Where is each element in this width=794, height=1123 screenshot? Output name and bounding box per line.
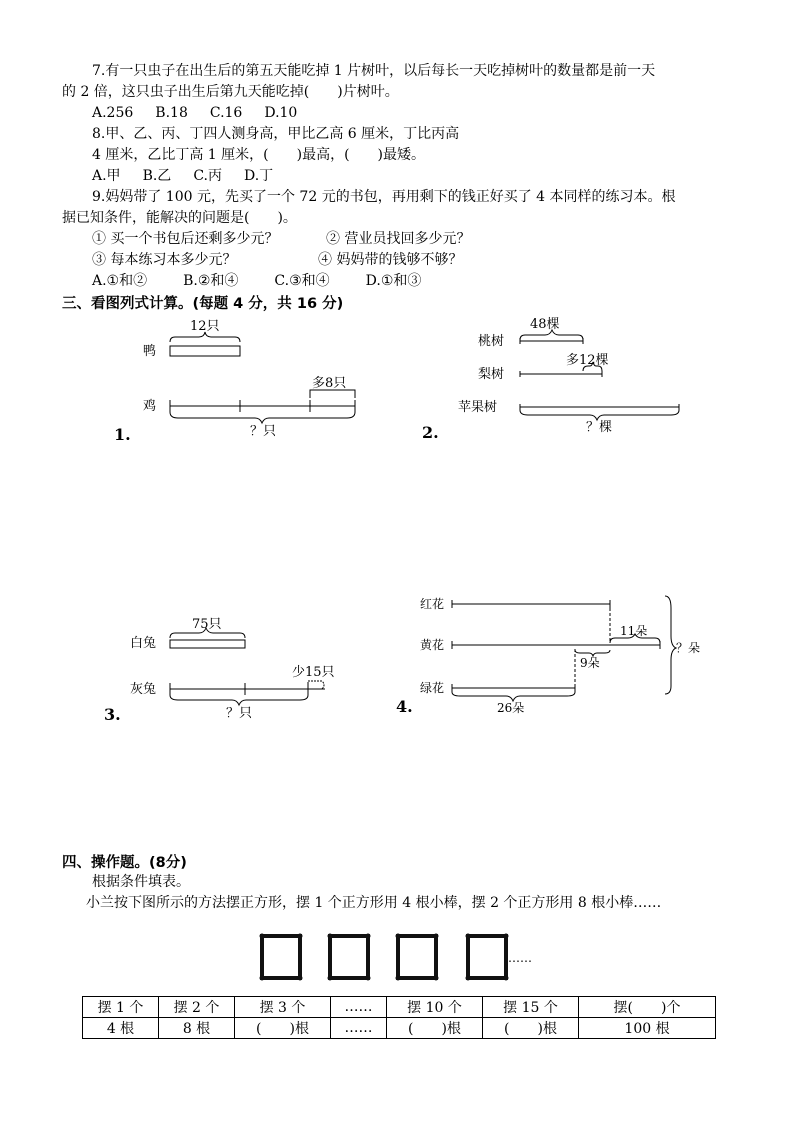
fill-in-table bbox=[82, 996, 716, 1039]
fig4-brace-26 bbox=[452, 692, 575, 701]
q8-line2: 4 厘米，乙比丁高 1 厘米，( )最高，( )最矮。 bbox=[92, 147, 426, 163]
table-cell: …… bbox=[331, 1018, 387, 1039]
table-row-squares bbox=[83, 997, 716, 1018]
table-cell: 摆 15 个 bbox=[483, 997, 579, 1018]
table-cell: 摆 2 个 bbox=[159, 997, 235, 1018]
fig1-number: 1. bbox=[114, 425, 131, 444]
table-cell: 100 根 bbox=[579, 1018, 716, 1039]
q8-option-c: C.丙 bbox=[193, 168, 222, 184]
fig3-label-gray: 灰兔 bbox=[130, 682, 157, 697]
table-cell: ( )根 bbox=[235, 1018, 331, 1039]
fig3-question: ？只 bbox=[226, 706, 253, 721]
q9-option-c: C.③和④ bbox=[274, 273, 330, 289]
section4-title: 四、操作题。(8分) bbox=[62, 855, 187, 871]
fig2-label-apple: 苹果树 bbox=[458, 400, 498, 415]
fig4-label-red: 红花 bbox=[420, 597, 445, 611]
fig4-value-11: 11朵 bbox=[620, 624, 648, 638]
q7-line2: 的 2 倍，这只虫子出生后第九天能吃掉( )片树叶。 bbox=[62, 84, 399, 100]
matchstick-squares bbox=[256, 930, 546, 986]
fig4-question: ？朵 bbox=[676, 641, 701, 655]
q9-line2: 据已知条件，能解决的问题是( )。 bbox=[62, 210, 297, 226]
fig4-brace-total bbox=[665, 596, 676, 694]
fig1-question: ？只 bbox=[250, 424, 277, 439]
fig2-number: 2. bbox=[422, 423, 439, 442]
fig4-label-yellow: 黄花 bbox=[420, 638, 445, 652]
fig1-bar-ducks bbox=[170, 346, 240, 356]
q8-options bbox=[92, 166, 295, 186]
q8-line1: 8.甲、乙、丙、丁四人测身高，甲比乙高 6 厘米，丁比丙高 bbox=[92, 126, 460, 142]
table-cell: 摆 1 个 bbox=[83, 997, 159, 1018]
section3-title: 三、看图列式计算。(每题 4 分，共 16 分) bbox=[62, 296, 344, 312]
fig2-question: ？棵 bbox=[586, 420, 613, 435]
figure-1-ducks-chickens bbox=[100, 318, 390, 448]
q8-option-a: A.甲 bbox=[92, 168, 121, 184]
table-cell: 摆 3 个 bbox=[235, 997, 331, 1018]
fig2-value-extra: 多12棵 bbox=[566, 353, 609, 368]
q9-option-b: B.②和④ bbox=[183, 273, 239, 289]
q7-options bbox=[92, 103, 319, 123]
q9-options bbox=[92, 271, 443, 291]
table-cell: 摆( )个 bbox=[579, 997, 716, 1018]
square-1 bbox=[262, 936, 300, 978]
fig1-value-extra: 多8只 bbox=[312, 376, 347, 391]
q7-option-c: C.16 bbox=[209, 105, 243, 121]
q9-sub2b: ④ 妈妈带的钱够不够？ bbox=[318, 252, 463, 268]
fig3-brace-total bbox=[170, 695, 308, 705]
q7-option-d: D.10 bbox=[264, 105, 298, 121]
q9-option-a: A.①和② bbox=[92, 273, 148, 289]
q9-sub2a: ③ 每本练习本多少元？ bbox=[92, 252, 237, 268]
square-4 bbox=[468, 936, 506, 978]
q7-option-a: A.256 bbox=[92, 105, 134, 121]
square-3 bbox=[398, 936, 436, 978]
q7-line1: 7.有一只虫子在出生后的第五天能吃掉 1 片树叶，以后每长一天吃掉树叶的数量都是前一天 bbox=[92, 63, 656, 79]
fig4-value-26: 26朵 bbox=[497, 701, 525, 715]
fig2-value-peach: 48棵 bbox=[530, 317, 560, 332]
q7-option-b: B.18 bbox=[155, 105, 188, 121]
table-cell: ( )根 bbox=[387, 1018, 483, 1039]
figure-2-trees bbox=[412, 316, 702, 446]
table-cell: …… bbox=[331, 997, 387, 1018]
table-cell: ( )根 bbox=[483, 1018, 579, 1039]
fig2-label-peach: 桃树 bbox=[478, 334, 505, 349]
fig2-label-pear: 梨树 bbox=[478, 367, 505, 382]
fig3-value-less: 少15只 bbox=[292, 665, 335, 680]
matchstick-dots: …… bbox=[508, 951, 532, 965]
q8-option-b: B.乙 bbox=[142, 168, 172, 184]
table-row-sticks bbox=[83, 1018, 716, 1039]
q9-sub1a: ① 买一个书包后还剩多少元？ bbox=[92, 231, 279, 247]
fig1-bracket-extra bbox=[310, 390, 355, 398]
fig1-label-ducks: 鸭 bbox=[143, 344, 157, 359]
fig4-value-9: 9朵 bbox=[580, 656, 600, 670]
figure-3-rabbits bbox=[100, 614, 390, 724]
fig3-label-white: 白兔 bbox=[130, 636, 157, 651]
fig1-value-ducks: 12只 bbox=[190, 319, 220, 334]
fig1-label-chickens: 鸡 bbox=[143, 399, 157, 414]
fig3-number: 3. bbox=[104, 705, 121, 724]
section4-line2: 小兰按下图所示的方法摆正方形，摆 1 个正方形用 4 根小棒，摆 2 个正方形用 8 根小棒…… bbox=[86, 895, 662, 911]
section4-line1: 根据条件填表。 bbox=[92, 874, 190, 890]
q9-sub1b: ② 营业员找回多少元？ bbox=[326, 231, 471, 247]
figure-4-flowers bbox=[392, 588, 722, 720]
square-2 bbox=[330, 936, 368, 978]
fig1-brace-total bbox=[170, 412, 355, 423]
fig3-value-white: 75只 bbox=[192, 617, 222, 632]
q8-option-d: D.丁 bbox=[243, 168, 274, 184]
fig4-number: 4. bbox=[396, 697, 413, 716]
fig3-bar-white bbox=[170, 640, 245, 648]
fig2-brace-total bbox=[520, 410, 679, 420]
table-cell: 摆 10 个 bbox=[387, 997, 483, 1018]
q9-line1: 9.妈妈带了 100 元，先买了一个 72 元的书包，再用剩下的钱正好买了 4 本同样的练习本。根 bbox=[92, 189, 676, 205]
fig4-label-green: 绿花 bbox=[420, 681, 445, 695]
table-cell: 8 根 bbox=[159, 1018, 235, 1039]
table-cell: 4 根 bbox=[83, 1018, 159, 1039]
q9-option-d: D.①和③ bbox=[365, 273, 422, 289]
